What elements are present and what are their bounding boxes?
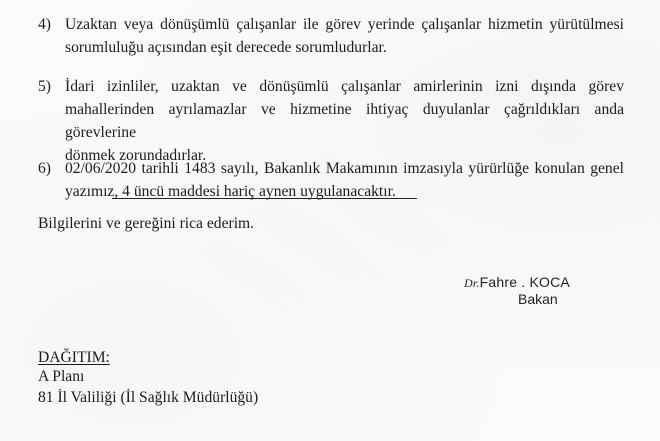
item-text (65, 75, 624, 167)
item-line: Uzaktan veya dönüşümlü çalışanlar ile görev yerinde çalışanlar hizmetin yürütülmesi (65, 16, 624, 33)
distribution-entry: A Planı (38, 368, 85, 385)
item-number: 4) (38, 16, 51, 33)
signer-name-text: Fahre . KOCA (479, 274, 570, 290)
distribution-list (38, 366, 258, 408)
closing-text: Bilgilerini ve gereğini rica ederim. (38, 215, 255, 232)
item-line: 02/06/2020 tarihli 1483 sayılı, Bakanlık Makamının imzasıyla yürürlüğe konulan genel (65, 160, 624, 177)
distribution-heading: DAĞITIM: (38, 349, 110, 366)
item-line: dönmek zorundadırlar. (65, 147, 207, 164)
signer-prefix: Dr. (464, 276, 480, 290)
item-line: mahallerinden ayrılamazlar ve hizmetine ihtiyaç duyulanlar çağrıldıkları anda görevlerine (65, 101, 624, 141)
item-number: 5) (38, 78, 51, 95)
item-line: İdari izinliler, uzaktan ve dönüşümlü çalışanlar amirlerinin izni dışında görev (65, 78, 624, 95)
signer-title: Bakan (518, 291, 558, 307)
item-line: sorumluluğu açısından eşit derecede sorumludurlar. (65, 39, 387, 56)
emphasis-underline (112, 198, 417, 199)
item-number: 6) (38, 160, 51, 177)
item-text (65, 13, 624, 59)
distribution-entry: 81 İl Valiliği (İl Sağlık Müdürlüğü) (38, 389, 259, 406)
item-text (65, 157, 624, 203)
item-line: yazımız, 4 üncü maddesi hariç aynen uygulanacaktır. (65, 183, 396, 200)
